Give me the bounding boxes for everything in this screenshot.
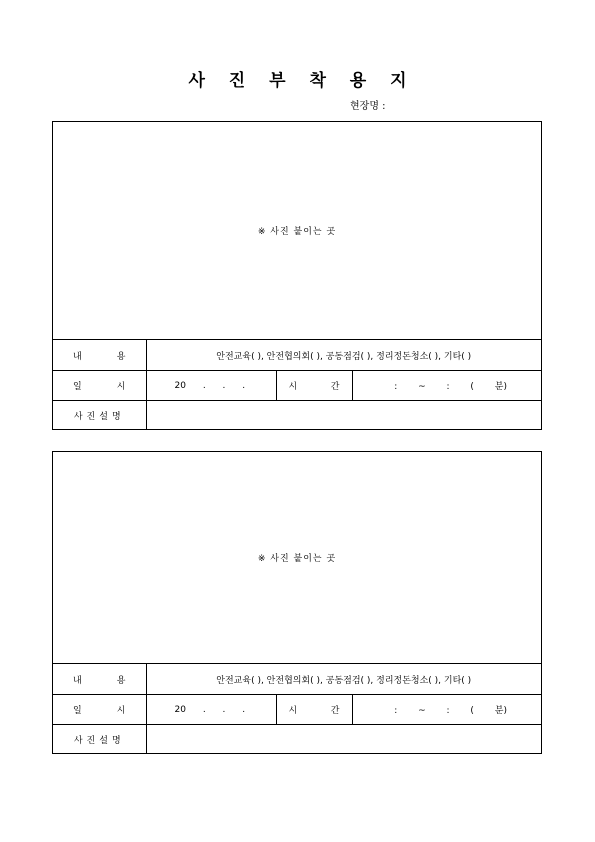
content-label-cell [53, 340, 146, 371]
time-value-cell[interactable]: : ~ : ( 분) [352, 695, 541, 725]
time-value-cell[interactable]: : ~ : ( 분) [352, 371, 541, 401]
time-label-char: 간 [330, 382, 340, 392]
site-name-label: 현장명 : [350, 101, 386, 112]
content-options-cell[interactable]: 안전교육( ), 안전협의회( ), 공동점검( ), 정리정돈청소( ), 기타( ) [146, 340, 541, 371]
photo-form-1 [52, 121, 542, 430]
photo-form-2 [52, 451, 542, 754]
time-label-char: 간 [330, 706, 340, 716]
photo-placeholder-text: ※ 사진 붙이는 곳 [257, 227, 337, 237]
photo-info-table [53, 664, 541, 754]
time-label-char: 시 [288, 382, 298, 392]
photo-attach-area[interactable] [53, 122, 541, 340]
description-row [53, 725, 541, 755]
content-label-char: 내 [73, 351, 82, 362]
content-label-char: 용 [116, 351, 126, 362]
time-label-char: 시 [288, 706, 298, 716]
time-label-cell [276, 695, 352, 725]
description-value-cell[interactable] [146, 401, 541, 431]
content-row [53, 664, 541, 695]
date-label-char: 시 [116, 706, 126, 716]
description-value-cell[interactable] [146, 725, 541, 755]
date-label-cell [53, 371, 146, 401]
photo-info-table [53, 340, 541, 430]
date-value-cell[interactable]: 20 . . . [146, 371, 276, 401]
date-row [53, 371, 541, 401]
content-label-char: 내 [73, 675, 82, 686]
date-row [53, 695, 541, 725]
content-row [53, 340, 541, 371]
date-value-cell[interactable]: 20 . . . [146, 695, 276, 725]
document-title: 사 진 부 착 용 지 [188, 71, 416, 91]
content-label-char: 용 [116, 675, 126, 686]
description-label-cell: 사진설명 [53, 725, 146, 755]
date-label-char: 일 [73, 382, 82, 392]
description-row [53, 401, 541, 431]
date-label-char: 시 [116, 382, 126, 392]
date-label-char: 일 [73, 706, 82, 716]
content-label-cell [53, 664, 146, 695]
description-label-cell: 사진설명 [53, 401, 146, 431]
photo-placeholder-text: ※ 사진 붙이는 곳 [257, 554, 337, 564]
content-options-cell[interactable]: 안전교육( ), 안전협의회( ), 공동점검( ), 정리정돈청소( ), 기타( ) [146, 664, 541, 695]
date-label-cell [53, 695, 146, 725]
time-label-cell [276, 371, 352, 401]
photo-attach-area[interactable] [53, 452, 541, 664]
